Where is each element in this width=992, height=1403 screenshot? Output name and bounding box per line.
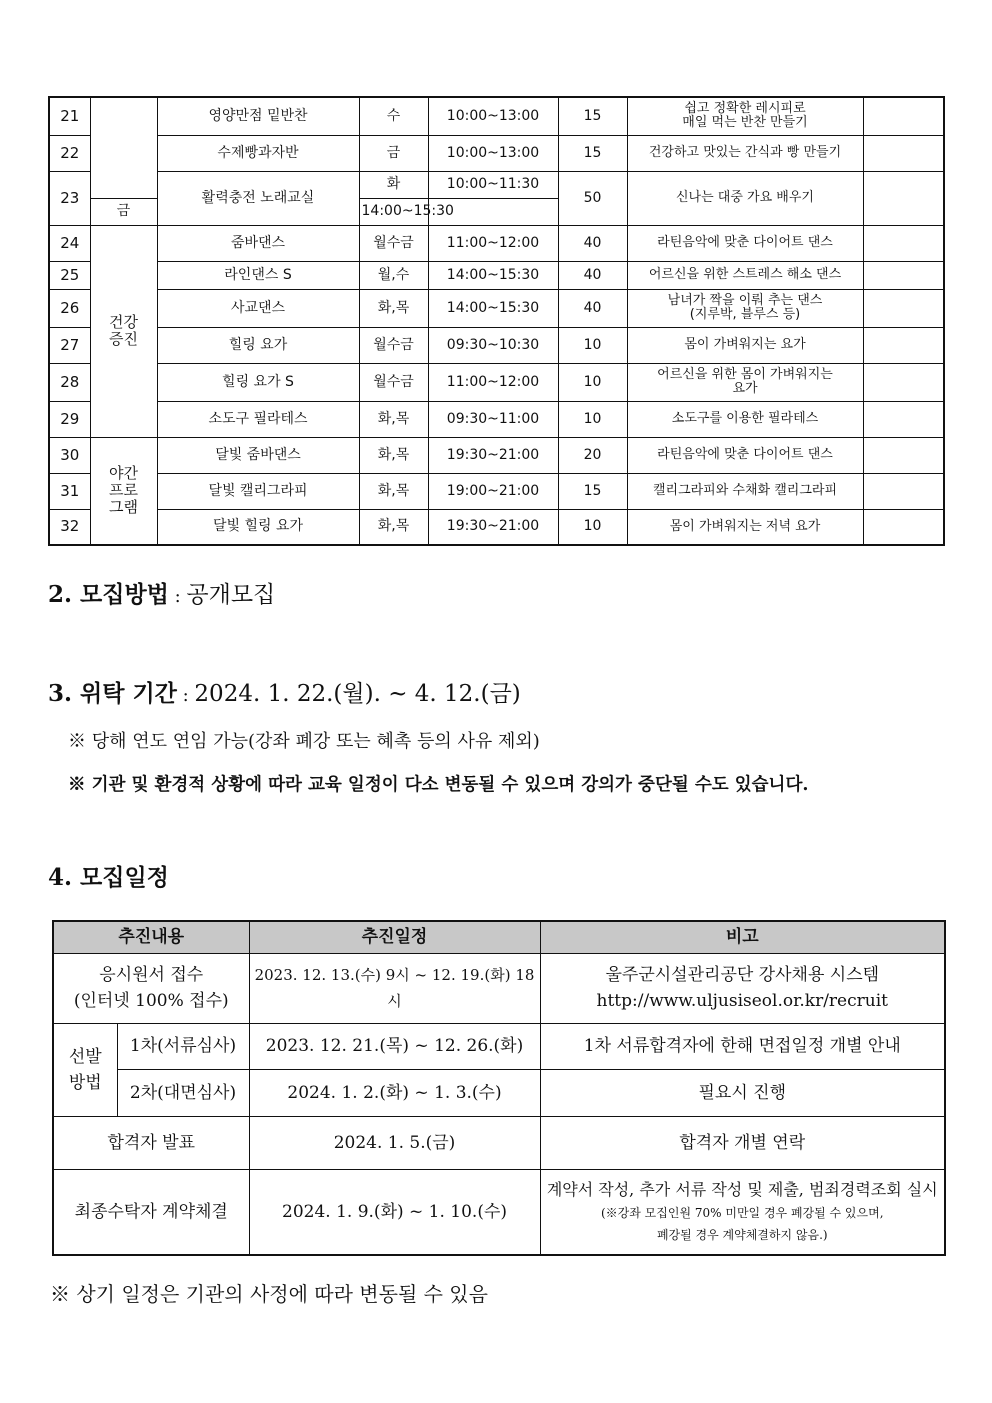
- cell-capacity: 10: [558, 363, 627, 401]
- cell-program-name: 영양만점 밑반찬: [157, 97, 359, 135]
- program-table: [48, 96, 945, 546]
- cell-content: 최종수탁자 계약체결: [53, 1169, 249, 1255]
- program-row: [49, 401, 944, 437]
- cell-number: 26: [49, 289, 90, 327]
- cell-days: 월수금: [359, 225, 428, 261]
- cell-number: 21: [49, 97, 90, 135]
- cell-remark: [863, 261, 944, 289]
- note-reappointment: ※ 당해 연도 연임 가능(강좌 폐강 또는 혜촉 등의 사유 제외): [68, 731, 540, 752]
- cell-remark: [863, 171, 944, 225]
- cell-number: 31: [49, 473, 90, 509]
- cell-number: 28: [49, 363, 90, 401]
- cell-days: 금: [359, 135, 428, 171]
- cell-schedule: 2024. 1. 5.(금): [249, 1116, 540, 1169]
- cell-time: 11:00~12:00: [428, 363, 558, 401]
- cell-capacity: 15: [558, 473, 627, 509]
- cell-program-name: 줌바댄스: [157, 225, 359, 261]
- cell-time: 14:00~15:30: [428, 261, 558, 289]
- cell-remark: [863, 363, 944, 401]
- cell-number: 25: [49, 261, 90, 289]
- cell-program-name: 힐링 요가: [157, 327, 359, 363]
- schedule-table: [52, 920, 946, 1256]
- cell-days: 화,목: [359, 289, 428, 327]
- cell-number: 32: [49, 509, 90, 545]
- cell-number: 27: [49, 327, 90, 363]
- cell-description: 쉽고 정확한 레시피로 매일 먹는 반찬 만들기: [627, 97, 863, 135]
- cell-content: 합격자 발표: [53, 1116, 249, 1169]
- cell-schedule: 2023. 12. 13.(수) 9시 ~ 12. 19.(화) 18시: [249, 953, 540, 1023]
- cell-number: 30: [49, 437, 90, 473]
- cell-program-name: 힐링 요가 S: [157, 363, 359, 401]
- contract-memo-note: (※강좌 모집인원 70% 미만일 경우 폐강될 수 있으며, 폐강될 경우 계약체결하지 않음.): [601, 1205, 884, 1242]
- program-row: [49, 363, 944, 401]
- cell-description: 몸이 가벼워지는 요가: [627, 327, 863, 363]
- cell-remark: [863, 225, 944, 261]
- cell-program-name: 사교댄스: [157, 289, 359, 327]
- cell-remark: [863, 327, 944, 363]
- cell-remark: [863, 437, 944, 473]
- cell-remark: [863, 97, 944, 135]
- cell-days: 화,목: [359, 473, 428, 509]
- program-row: [49, 473, 944, 509]
- cell-capacity: 15: [558, 135, 627, 171]
- program-row: [49, 327, 944, 363]
- cell-time: 14:00~15:30: [359, 198, 428, 225]
- cell-content: 2차(대면심사): [117, 1069, 249, 1116]
- cell-program-name: 달빛 힐링 요가: [157, 509, 359, 545]
- cell-category-health: 건강 증진: [90, 225, 157, 437]
- program-row: [49, 289, 944, 327]
- cell-time: 10:00~13:00: [428, 97, 558, 135]
- cell-days: 화,목: [359, 437, 428, 473]
- cell-remark: [863, 401, 944, 437]
- cell-description: 라틴음악에 맞춘 다이어트 댄스: [627, 225, 863, 261]
- cell-days: 월수금: [359, 363, 428, 401]
- cell-schedule: 2024. 1. 9.(화) ~ 1. 10.(수): [249, 1169, 540, 1255]
- cell-days: 화,목: [359, 401, 428, 437]
- program-row: [49, 509, 944, 545]
- cell-days: 수: [359, 97, 428, 135]
- cell-selection-label: 선발 방법: [53, 1023, 117, 1116]
- section-2-heading: 2. 모집방법 : 공개모집: [48, 581, 276, 608]
- program-row: [49, 135, 944, 171]
- program-row: [49, 261, 944, 289]
- cell-capacity: 15: [558, 97, 627, 135]
- cell-schedule: 2023. 12. 21.(목) ~ 12. 26.(화): [249, 1023, 540, 1069]
- cell-description: 어르신을 위한 몸이 가벼워지는 요가: [627, 363, 863, 401]
- cell-program-name: 활력충전 노래교실: [157, 171, 359, 225]
- section-4-heading: 4. 모집일정: [48, 864, 169, 891]
- cell-capacity: 10: [558, 401, 627, 437]
- cell-time: 09:30~10:30: [428, 327, 558, 363]
- cell-category-night: 야간 프로 그램: [90, 437, 157, 545]
- header-schedule: 추진일정: [249, 921, 540, 953]
- cell-remark: [863, 135, 944, 171]
- cell-time: 19:30~21:00: [428, 509, 558, 545]
- cell-description: 건강하고 맛있는 간식과 빵 만들기: [627, 135, 863, 171]
- cell-remark: [863, 473, 944, 509]
- program-row: [49, 437, 944, 473]
- cell-program-name: 라인댄스 S: [157, 261, 359, 289]
- cell-days: 금: [90, 198, 157, 225]
- cell-schedule: 2024. 1. 2.(화) ~ 1. 3.(수): [249, 1069, 540, 1116]
- section-3-heading: 3. 위탁 기간 : 2024. 1. 22.(월). ~ 4. 12.(금): [48, 680, 521, 707]
- program-row: [49, 97, 944, 135]
- cell-memo: [540, 1169, 945, 1255]
- cell-time: 14:00~15:30: [428, 289, 558, 327]
- cell-time: 09:30~11:00: [428, 401, 558, 437]
- cell-program-name: 달빛 줌바댄스: [157, 437, 359, 473]
- cell-days: 화,목: [359, 509, 428, 545]
- cell-capacity: 50: [558, 171, 627, 225]
- cell-description: 라틴음악에 맞춘 다이어트 댄스: [627, 437, 863, 473]
- cell-program-name: 달빛 캘리그라피: [157, 473, 359, 509]
- cell-number: 22: [49, 135, 90, 171]
- cell-number: 23: [49, 171, 90, 225]
- cell-capacity: 20: [558, 437, 627, 473]
- cell-description: 캘리그라피와 수채화 캘리그라피: [627, 473, 863, 509]
- cell-time: 19:00~21:00: [428, 473, 558, 509]
- header-memo: 비고: [540, 921, 945, 953]
- cell-memo: 필요시 진행: [540, 1069, 945, 1116]
- cell-program-name: 소도구 필라테스: [157, 401, 359, 437]
- cell-capacity: 40: [558, 261, 627, 289]
- cell-memo: 울주군시설관리공단 강사채용 시스템 http://www.uljusiseol.or.kr/recruit: [540, 953, 945, 1023]
- cell-remark: [863, 509, 944, 545]
- schedule-row-application: [53, 953, 945, 1023]
- cell-number: 29: [49, 401, 90, 437]
- schedule-row-contract: [53, 1169, 945, 1255]
- cell-remark: [863, 289, 944, 327]
- cell-time: 19:30~21:00: [428, 437, 558, 473]
- cell-capacity: 10: [558, 509, 627, 545]
- cell-days: 화: [359, 171, 428, 198]
- cell-days: 월,수: [359, 261, 428, 289]
- cell-content: 1차(서류심사): [117, 1023, 249, 1069]
- cell-description: 신나는 대중 가요 배우기: [627, 171, 863, 225]
- cell-content: 응시원서 접수 (인터넷 100% 접수): [53, 953, 249, 1023]
- cell-description: 소도구를 이용한 필라테스: [627, 401, 863, 437]
- cell-time: 11:00~12:00: [428, 225, 558, 261]
- program-row: [49, 225, 944, 261]
- cell-number: 24: [49, 225, 90, 261]
- cell-memo: 1차 서류합격자에 한해 면접일정 개별 안내: [540, 1023, 945, 1069]
- cell-days: 월수금: [359, 327, 428, 363]
- cell-program-name: 수제빵과자반: [157, 135, 359, 171]
- note-schedule-change: ※ 기관 및 환경적 상황에 따라 교육 일정이 다소 변동될 수 있으며 강의가 중단될 수도 있습니다.: [68, 775, 809, 795]
- footnote: ※ 상기 일정은 기관의 사정에 따라 변동될 수 있음: [50, 1282, 488, 1306]
- schedule-row-first-review: [53, 1023, 945, 1069]
- cell-capacity: 10: [558, 327, 627, 363]
- cell-description: 남녀가 짝을 이뤄 추는 댄스 (지루박, 블루스 등): [627, 289, 863, 327]
- contract-memo: 계약서 작성, 추가 서류 작성 및 제출, 범죄경력조회 실시: [546, 1179, 938, 1199]
- cell-time: 10:00~11:30: [428, 171, 558, 198]
- cell-time: 10:00~13:00: [428, 135, 558, 171]
- program-row: [49, 171, 944, 198]
- cell-capacity: 40: [558, 225, 627, 261]
- cell-description: 어르신을 위한 스트레스 해소 댄스: [627, 261, 863, 289]
- cell-capacity: 40: [558, 289, 627, 327]
- schedule-row-second-review: [53, 1069, 945, 1116]
- header-content: 추진내용: [53, 921, 249, 953]
- cell-memo: 합격자 개별 연락: [540, 1116, 945, 1169]
- cell-category-blank: [90, 97, 157, 198]
- schedule-row-announcement: [53, 1116, 945, 1169]
- cell-description: 몸이 가벼워지는 저녁 요가: [627, 509, 863, 545]
